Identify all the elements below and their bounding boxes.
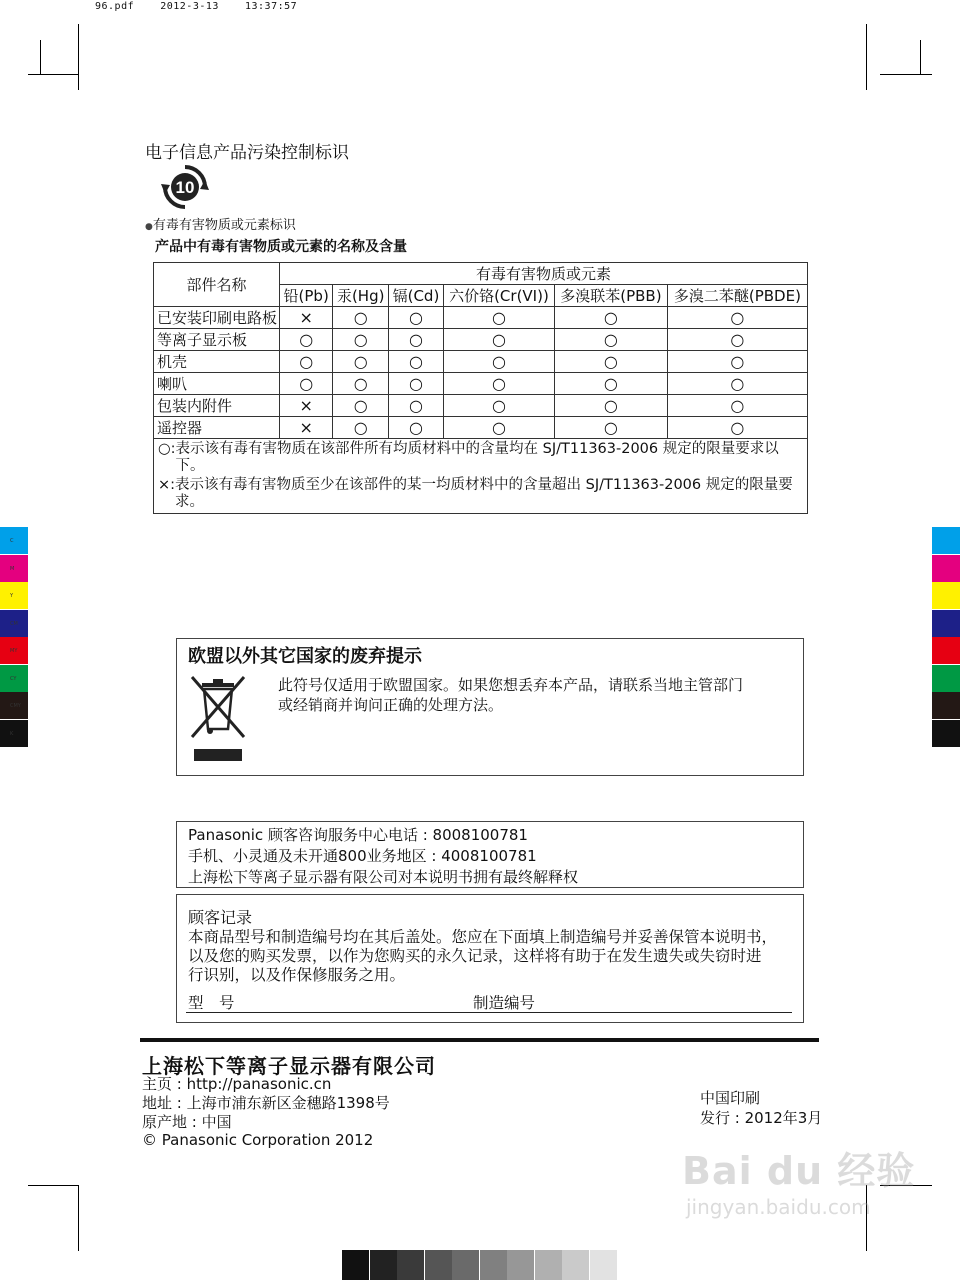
watermark-url: jingyan.baidu.com xyxy=(686,1195,871,1219)
substance-header: 铅(Pb) xyxy=(280,285,333,307)
color-bar-label: CY xyxy=(10,675,17,682)
circle-mark: ○ xyxy=(353,308,368,327)
substance-header: 汞(Hg) xyxy=(333,285,389,307)
substance-header: 多溴二苯醚(PBDE) xyxy=(667,285,807,307)
bullet-label-text: 有毒有害物质或元素标识 xyxy=(152,218,296,233)
color-bar-cmy xyxy=(932,692,960,719)
crossed-bin-icon xyxy=(188,673,248,763)
gray-swatch xyxy=(397,1250,424,1280)
table-row xyxy=(154,395,808,417)
model-label: 型 号 xyxy=(188,994,235,1012)
substance-mark xyxy=(443,373,554,395)
circle-mark: ○ xyxy=(491,308,506,327)
col-group-header: 有毒有害物质或元素 xyxy=(280,263,808,285)
circle-mark: ○ xyxy=(730,396,745,415)
substance-mark xyxy=(389,373,444,395)
file-date: 2012-3-13 xyxy=(160,1,219,12)
color-bar-label: K xyxy=(10,730,14,737)
color-bar-k xyxy=(0,720,28,747)
gray-swatch xyxy=(590,1250,617,1280)
substance-mark xyxy=(389,329,444,351)
part-name: 喇叭 xyxy=(154,373,280,395)
color-bar-k xyxy=(932,720,960,747)
substance-mark xyxy=(389,417,444,439)
table-title: 产品中有毒有害物质或元素的名称及含量 xyxy=(155,239,407,255)
circle-mark: ○ xyxy=(353,374,368,393)
substance-mark xyxy=(555,329,668,351)
col-part-header: 部件名称 xyxy=(154,263,280,307)
circle-mark: ○ xyxy=(353,330,368,349)
table-row xyxy=(154,417,808,439)
substance-mark xyxy=(443,307,554,329)
circle-mark: ○ xyxy=(603,396,618,415)
substance-mark xyxy=(280,307,333,329)
color-bar-m xyxy=(932,555,960,582)
circle-mark: ○ xyxy=(491,374,506,393)
color-bar-label: MY xyxy=(10,648,18,654)
circle-mark: ○ xyxy=(603,418,618,437)
address: 地址 : 上海市浦东新区金穗路1398号 xyxy=(142,1094,390,1112)
substance-mark xyxy=(280,329,333,351)
color-bar-label: C xyxy=(10,538,14,544)
substance-mark xyxy=(667,351,807,373)
color-bar-label: M xyxy=(10,565,15,572)
part-name: 已安装印刷电路板 xyxy=(154,307,280,329)
table-row xyxy=(154,351,808,373)
circle-mark: ○ xyxy=(353,418,368,437)
watermark xyxy=(682,1140,915,1219)
copyright: © Panasonic Corporation 2012 xyxy=(142,1131,374,1149)
cross-mark: × xyxy=(299,308,313,327)
service-rights: 上海松下等离子显示器有限公司对本说明书拥有最终解释权 xyxy=(188,868,579,886)
circle-mark: ○ xyxy=(730,308,745,327)
circle-mark: ○ xyxy=(730,330,745,349)
company-name: 上海松下等离子显示器有限公司 xyxy=(142,1054,436,1078)
record-underline xyxy=(186,1012,792,1013)
note-x-prefix: ×: xyxy=(158,477,176,493)
color-bar-cm xyxy=(932,610,960,637)
color-bar-label: Y xyxy=(10,593,14,599)
circle-mark: ○ xyxy=(408,374,423,393)
gray-swatch xyxy=(425,1250,452,1280)
circle-mark: ○ xyxy=(491,418,506,437)
circle-mark: ○ xyxy=(603,308,618,327)
substance-mark xyxy=(555,417,668,439)
eu-line-2: 或经销商并询问正确的处理方法。 xyxy=(278,696,504,714)
circle-mark: ○ xyxy=(299,374,314,393)
circle-mark: ○ xyxy=(408,330,423,349)
substance-mark xyxy=(333,417,389,439)
record-line-1: 本商品型号和制造编号均在其后盖处。您应在下面填上制造编号并妥善保管本说明书， xyxy=(188,928,778,946)
page-title: 电子信息产品污染控制标识 xyxy=(145,143,349,163)
file-header xyxy=(95,1,297,12)
gray-swatch xyxy=(562,1250,589,1280)
note-o-prefix: ○: xyxy=(158,441,176,457)
substance-mark xyxy=(555,395,668,417)
eu-text xyxy=(278,675,798,715)
substance-mark xyxy=(443,395,554,417)
substance-mark xyxy=(333,395,389,417)
logo-number: 10 xyxy=(175,178,195,197)
color-bar-label: CM xyxy=(10,620,18,627)
homepage: 主页 : http://panasonic.cn xyxy=(142,1075,332,1093)
substance-mark xyxy=(667,395,807,417)
substance-mark xyxy=(280,373,333,395)
substance-mark xyxy=(443,351,554,373)
color-bar-cy xyxy=(0,665,28,692)
cross-mark: × xyxy=(299,396,313,415)
substance-mark xyxy=(333,351,389,373)
substance-header: 镉(Cd) xyxy=(389,285,444,307)
circle-mark: ○ xyxy=(299,352,314,371)
printed-in: 中国印刷 xyxy=(700,1089,761,1107)
substance-mark xyxy=(333,307,389,329)
gray-swatch xyxy=(507,1250,534,1280)
substance-mark xyxy=(333,373,389,395)
record-line-2: 以及您的购买发票，以作为您购买的永久记录，这样将有助于在发生遗失或失窃时进 xyxy=(188,947,762,965)
substance-mark xyxy=(280,351,333,373)
circle-mark: ○ xyxy=(408,418,423,437)
substance-header: 六价铬(Cr(VI)) xyxy=(443,285,554,307)
circle-mark: ○ xyxy=(491,330,506,349)
table-row xyxy=(154,307,808,329)
substance-mark xyxy=(667,373,807,395)
issue-date: 发行 : 2012年3月 xyxy=(700,1109,823,1127)
bullet-label: ●有毒有害物质或元素标识 xyxy=(145,218,296,233)
circle-mark: ○ xyxy=(603,352,618,371)
watermark-brand: Bai du 经验 xyxy=(682,1149,916,1193)
circle-mark: ○ xyxy=(730,418,745,437)
circle-mark: ○ xyxy=(491,352,506,371)
eu-title: 欧盟以外其它国家的废弃提示 xyxy=(188,646,422,667)
substance-mark xyxy=(389,395,444,417)
color-bar-y xyxy=(932,582,960,609)
gray-swatch xyxy=(535,1250,562,1280)
part-name: 包装内附件 xyxy=(154,395,280,417)
circle-mark: ○ xyxy=(408,352,423,371)
substance-mark xyxy=(389,307,444,329)
file-name: 96.pdf xyxy=(95,1,135,12)
cross-mark: × xyxy=(299,418,313,437)
color-bar-y xyxy=(0,582,28,609)
substance-mark xyxy=(555,373,668,395)
substance-mark xyxy=(443,329,554,351)
substance-table xyxy=(153,262,808,514)
table-row xyxy=(154,373,808,395)
circle-mark: ○ xyxy=(299,330,314,349)
circle-mark: ○ xyxy=(353,396,368,415)
substance-mark xyxy=(443,417,554,439)
circle-mark: ○ xyxy=(730,374,745,393)
record-line-3: 行识别，以及作保修服务之用。 xyxy=(188,966,406,984)
substance-mark xyxy=(667,329,807,351)
color-bar-label: CMY xyxy=(10,703,21,709)
part-name: 遥控器 xyxy=(154,417,280,439)
substance-mark xyxy=(555,307,668,329)
origin: 原产地 : 中国 xyxy=(142,1113,232,1131)
substance-mark xyxy=(555,351,668,373)
color-bar-my xyxy=(0,637,28,664)
color-bar-cmy xyxy=(0,692,28,719)
record-title: 顾客记录 xyxy=(188,908,253,927)
circle-mark: ○ xyxy=(603,330,618,349)
gray-swatch xyxy=(370,1250,397,1280)
gray-swatch xyxy=(342,1250,369,1280)
color-bar-c xyxy=(932,527,960,554)
file-time: 13:37:57 xyxy=(245,1,298,12)
service-phone: Panasonic 顾客咨询服务中心电话 : 8008100781 xyxy=(188,826,528,844)
gray-swatch xyxy=(452,1250,479,1280)
substance-mark xyxy=(333,329,389,351)
substance-mark xyxy=(389,351,444,373)
color-bar-cm xyxy=(0,610,28,637)
circle-mark: ○ xyxy=(603,374,618,393)
circle-mark: ○ xyxy=(408,308,423,327)
substance-mark xyxy=(280,417,333,439)
color-bar-cy xyxy=(932,665,960,692)
note-x: 表示该有毒有害物质至少在该部件的某一均质材料中的含量超出 SJ/T11363-2006 规定的限量要求。 xyxy=(175,477,793,510)
footer-rule xyxy=(140,1038,819,1042)
color-bar-c xyxy=(0,527,28,554)
serial-label: 制造编号 xyxy=(473,994,536,1012)
gray-swatch xyxy=(480,1250,507,1280)
circle-mark: ○ xyxy=(353,352,368,371)
part-name: 等离子显示板 xyxy=(154,329,280,351)
service-mobile-phone: 手机、小灵通及未开通800业务地区 : 4008100781 xyxy=(188,847,537,865)
note-o: 表示该有毒有害物质在该部件所有均质材料中的含量均在 SJ/T11363-2006 规定的限量要求以下。 xyxy=(175,441,779,474)
table-row xyxy=(154,329,808,351)
substance-mark xyxy=(280,395,333,417)
eu-line-1: 此符号仅适用于欧盟国家。如果您想丢弃本产品，请联系当地主管部门 xyxy=(278,676,744,694)
pollution-control-logo-icon xyxy=(160,164,210,210)
color-bar-m xyxy=(0,555,28,582)
substance-header: 多溴联苯(PBB) xyxy=(555,285,668,307)
substance-mark xyxy=(667,307,807,329)
circle-mark: ○ xyxy=(491,396,506,415)
circle-mark: ○ xyxy=(730,352,745,371)
table-notes xyxy=(154,439,808,514)
substance-mark xyxy=(667,417,807,439)
part-name: 机壳 xyxy=(154,351,280,373)
color-bar-my xyxy=(932,637,960,664)
circle-mark: ○ xyxy=(408,396,423,415)
